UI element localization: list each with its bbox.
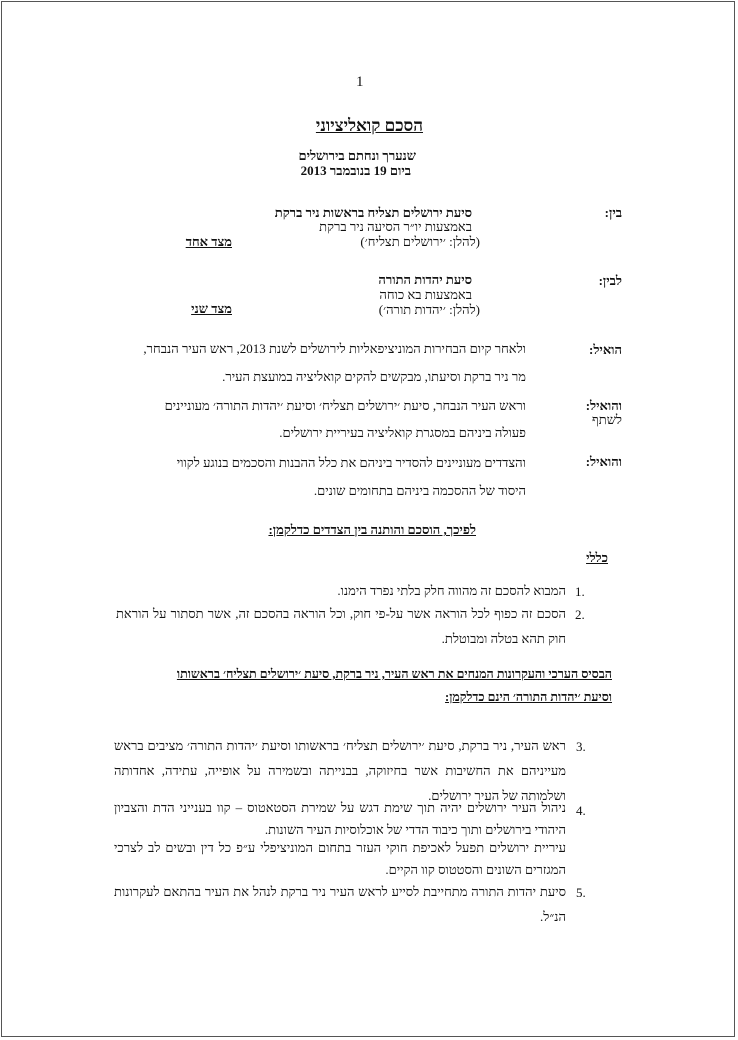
item-4-continuation: עיריית ירושלים תפעל לאכיפת חוקי העזר בתחום המוניציפלי ע״פ כל דין ובשים לב לצרכי המגזרים השונים והסטטוס קוו הקיים. [114, 840, 566, 877]
principles-heading-line2: וסיעת ׳יהדות התורה׳ הינם כדלקמן: [445, 690, 612, 704]
party2-alias: (להלן: ׳יהדות תורה׳) [378, 302, 480, 317]
therefore-heading: לפיכך, הוסכם והותנה בין הצדדים כדלקמן: [268, 522, 476, 537]
item-5-text: סיעת יהדות התורה מתחייבת לסייע לראש העיר ניר ברקת לנהל את העיר בהתאם לעקרונות הנ״ל. [114, 884, 566, 924]
whereas2-line2: פעולה ביניהם במסגרת קואליציה בעיריית ירושלים. [279, 425, 526, 440]
item-4-number: 4. [576, 803, 586, 818]
whereas1-line1: ולאחר קיום הבחירות המוניציפאליות לירושלים לשנת 2013, ראש העיר הנבחר, [143, 341, 526, 356]
whereas3-line1: והצדדים מעוניינים להסדיר ביניהם את כלל ההבנות והסכמים בנוגע לקווי [176, 455, 526, 470]
item-5-number: 5. [576, 885, 586, 900]
party1-name: סיעת ירושלים תצליח בראשות ניר ברקת [274, 205, 472, 220]
party2-via: באמצעות בא כוחה [379, 287, 472, 302]
party2-side: מצד שני [191, 301, 232, 316]
party1-label: בין: [604, 205, 622, 220]
item-1-number: 1. [575, 584, 585, 599]
whereas1-label: הואיל: [589, 342, 622, 357]
whereas3-label: והואיל: [585, 454, 622, 469]
item-4-text: ניהול העיר ירושלים יהיה תוך שימת דגש על שמירת הסטאטוס – קוו בענייני הדת והצביון היהודי בירושלים ותוך כיבוד הדדי של אוכלוסיות העיר השונות. [114, 800, 566, 837]
party2-label: לבין: [598, 273, 622, 288]
item-2-text: הסכם זה כפוף לכל הוראה אשר על-פי חוק, וכל הוראה בהסכם זה, אשר תסתור על הוראת חוק תהא בטלה ומבוטלת. [116, 606, 566, 646]
subtitle-place: שנערך ונחתם בירושלים [298, 148, 416, 163]
whereas2-line1: וראש העיר הנבחר, סיעת ׳ירושלים תצליח׳ וסיעת ׳יהדות התורה׳ מעוניינים [164, 398, 526, 413]
party1-side: מצד אחד [185, 234, 232, 249]
party1-alias: (להלן: ׳ירושלים תצליח׳) [360, 234, 480, 249]
whereas3-line2: היסוד של ההסכמה ביניהם בתחומים שונים. [313, 483, 526, 498]
party1-via: באמצעות יו״ר הסיעה ניר ברקת [319, 219, 472, 234]
document-title: הסכם קואליציוני [315, 116, 423, 135]
item-2-number: 2. [575, 607, 585, 622]
general-heading: כללי [586, 550, 608, 565]
whereas2-label: והואיל: [585, 398, 622, 413]
whereas2-label-cont: לשתף [592, 412, 622, 427]
item-3-number: 3. [576, 739, 586, 754]
page-number: 1 [356, 74, 364, 90]
subtitle-date: ביום 19 בנובמבר 2013 [300, 163, 411, 178]
item-3-text: ראש העיר, ניר ברקת, סיעת ׳ירושלים תצליח׳ בראשותו וסיעת ׳יהדות התורה׳ מציבים בראש מעייניהם את החשיבות אשר בחיזוקה, בבנייתה ובשמירה על אופייה, עתידה, אחדותה ושלמותה של העיר ירושלים. [114, 738, 566, 803]
party2-name: סיעת יהדות התורה [378, 272, 472, 287]
principles-heading-line1: הבסיס הערכי והעקרונות המנחים את ראש העיר, ניר ברקת, סיעת ׳ירושלים תצליח׳ בראשותו [176, 667, 612, 681]
item-1-text: המבוא להסכם זה מהווה חלק בלתי נפרד הימנו. [337, 583, 566, 598]
whereas1-line2: מר ניר ברקת וסיעתו, מבקשים להקים קואליציה במועצת העיר. [222, 369, 526, 384]
